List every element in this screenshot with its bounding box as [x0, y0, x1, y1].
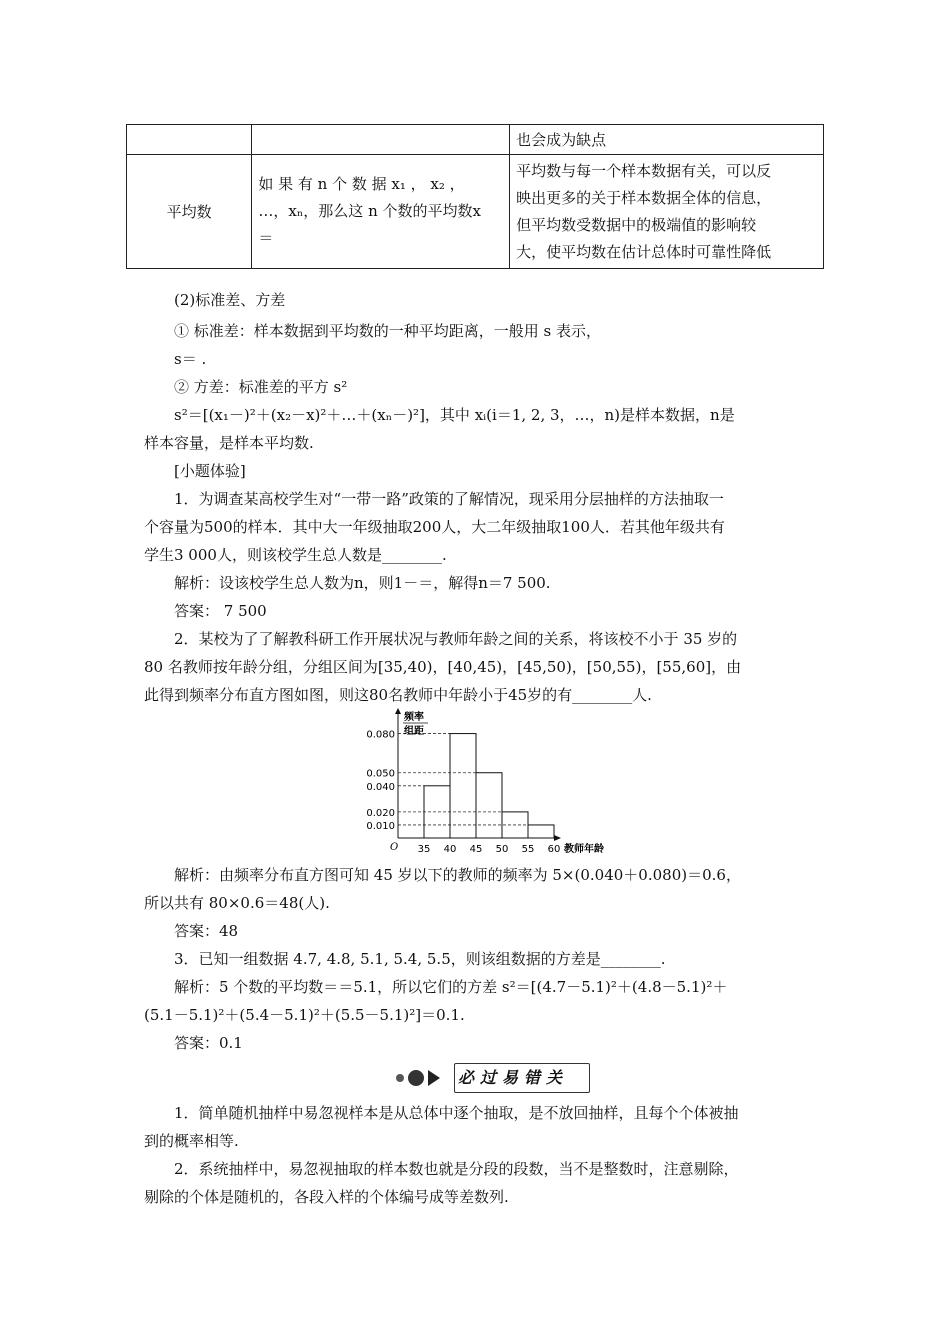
y-axis-label-bottom: 组距 — [404, 726, 424, 737]
table-row — [127, 125, 824, 155]
frequency-histogram — [364, 708, 634, 858]
section-banner — [394, 1063, 594, 1093]
answer-line: 答案： 7 500 — [174, 602, 267, 620]
cell-line: 平均数与每一个样本数据有关，可以反 — [516, 161, 772, 180]
y-tick-label: 0.010 — [366, 820, 395, 832]
text-line: ① 标准差：样本数据到平均数的一种平均距离，一般用 s 表示， — [174, 322, 602, 340]
table-row — [127, 155, 824, 269]
subsection-heading: [小题体验] — [174, 462, 246, 480]
text-line: 1．简单随机抽样中易忽视样本是从总体中逐个抽取，是不放回抽样，且每个个体被抽 — [174, 1104, 739, 1122]
cell-line: 大，使平均数在估计总体时可靠性降低 — [516, 242, 772, 261]
cell-line: 映出更多的关于样本数据全体的信息， — [516, 188, 772, 207]
text-line: 学生3 000人，则该校学生总人数是________. — [144, 546, 447, 564]
x-tick-label: 40 — [443, 844, 457, 855]
text-line: 80 名教师按年龄分组，分组区间为[35,40)，[40,45)，[45,50)，[50,55)，[55,60]，由 — [144, 658, 742, 676]
text-line: (5.1－5.1)²＋(5.4－5.1)²＋(5.5－5.1)²]＝0.1. — [144, 1006, 465, 1024]
y-tick-label: 0.020 — [366, 807, 395, 819]
table-cell: 也会成为缺点 — [510, 125, 824, 155]
x-tick-label: 45 — [469, 844, 483, 855]
cell-line: 如 果 有 n 个 数 据 x₁ ， x₂ ， — [258, 175, 465, 193]
text-line: 3．已知一组数据 4.7, 4.8, 5.1, 5.4, 5.5，则该组数据的方差是________. — [174, 950, 666, 968]
x-tick-label: 35 — [417, 844, 431, 855]
section-heading: (2)标准差、方差 — [174, 291, 286, 309]
x-axis-label: 教师年龄 — [564, 844, 604, 855]
banner-frame — [454, 1063, 590, 1093]
histogram-bar — [424, 786, 450, 838]
cell-line: 但平均数受数据中的极端值的影响较 — [516, 215, 757, 234]
table-cell — [127, 125, 252, 155]
text-line: 2．某校为了了解教科研工作开展状况与教师年龄之间的关系，将该校不小于 35 岁的 — [174, 630, 738, 648]
histogram-guides — [398, 734, 528, 825]
cell-line: …，xₙ，那么这 n 个数的平均数x — [258, 202, 481, 220]
x-tick-label: 50 — [495, 844, 509, 855]
cell-line: ＝ — [258, 229, 274, 247]
histogram-bar — [528, 825, 554, 838]
table-cell-mean-features — [510, 155, 824, 269]
answer-line: 答案：0.1 — [174, 1034, 243, 1052]
table-cell-mean-definition — [252, 155, 510, 269]
text-line: 到的概率相等. — [144, 1132, 239, 1150]
text-line: 个容量为500的样本．其中大一年级抽取200人，大二年级抽取100人．若其他年级共有 — [144, 518, 725, 536]
banner-title: 必过易错关 — [458, 1068, 569, 1087]
x-axis-arrow — [554, 835, 561, 841]
stats-table — [126, 124, 824, 269]
formula-line: s＝ . — [174, 350, 207, 368]
histogram-labels — [366, 710, 604, 855]
text-line: 解析：设该校学生总人数为n，则1－＝，解得n＝7 500. — [174, 574, 551, 592]
text-line: 此得到频率分布直方图如图，则这80名教师中年龄小于45岁的有________人. — [144, 686, 652, 704]
text-line: 1．为调查某高校学生对“一带一路”政策的了解情况，现采用分层抽样的方法抽取一 — [174, 490, 724, 508]
table-cell-mean-label: 平均数 — [127, 155, 252, 269]
y-tick-label: 0.080 — [366, 729, 395, 741]
origin-label: O — [390, 842, 399, 853]
text-line: ② 方差：标准差的平方 s² — [174, 378, 348, 396]
y-tick-label: 0.040 — [366, 781, 395, 793]
text-line: 解析：5 个数的平均数＝＝5.1，所以它们的方差 s²＝[(4.7－5.1)²＋(4.8－5.1)²＋ — [174, 978, 728, 996]
histogram-bars — [424, 734, 554, 838]
text-line: 样本容量，是样本平均数. — [144, 434, 314, 452]
x-tick-label: 60 — [547, 844, 561, 855]
text-line: 解析：由频率分布直方图可知 45 岁以下的教师的频率为 5×(0.040＋0.080)＝0.6， — [174, 866, 741, 884]
answer-line: 答案：48 — [174, 922, 239, 940]
x-tick-label: 55 — [521, 844, 535, 855]
text-line: 所以共有 80×0.6＝48(人). — [144, 894, 330, 912]
table-cell — [252, 125, 510, 155]
y-tick-label: 0.050 — [366, 768, 395, 780]
y-axis-label-top: 频率 — [404, 712, 424, 723]
dots-arrow-icon — [394, 1067, 454, 1089]
histogram-bar — [450, 734, 476, 838]
formula-line: s²＝[(x₁－)²＋(x₂－x)²＋…＋(xₙ－)²]，其中 xᵢ(i＝1, 2, 3，…，n)是样本数据，n是 — [174, 406, 735, 424]
text-line: 2．系统抽样中，易忽视抽取的样本数也就是分段的段数，当不是整数时，注意剔除， — [174, 1160, 739, 1178]
histogram-bar — [476, 773, 502, 838]
text-line: 剔除的个体是随机的，各段入样的个体编号成等差数列. — [144, 1188, 509, 1206]
y-axis-arrow — [395, 708, 401, 714]
